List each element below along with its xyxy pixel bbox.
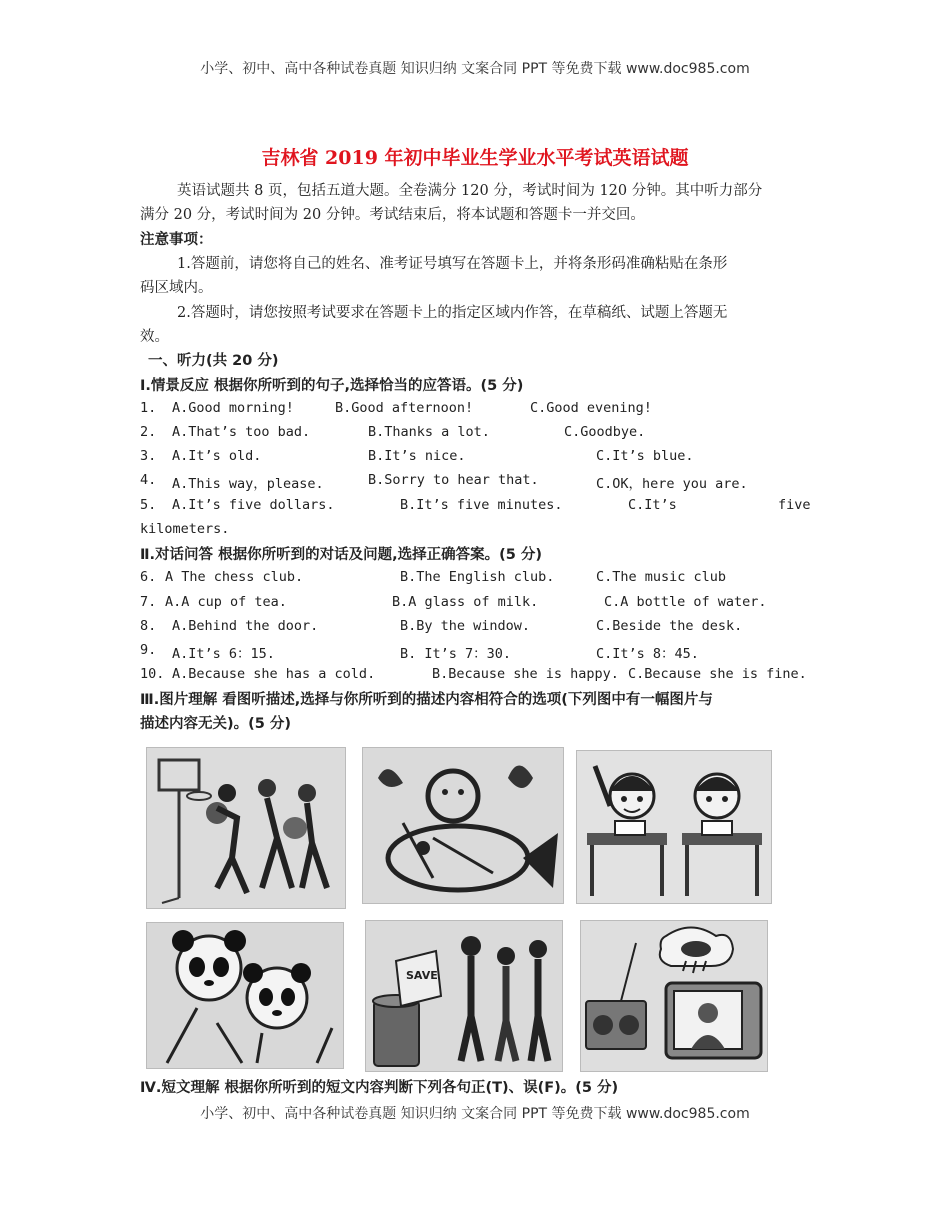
question-number: 8. bbox=[140, 618, 157, 634]
option-c: C.Because she is fine. bbox=[628, 666, 807, 682]
option-b: B.The English club. bbox=[400, 569, 555, 585]
picture-papercut-fish bbox=[362, 747, 564, 904]
option-b: B.Sorry to hear that. bbox=[368, 472, 539, 488]
page-footer: 小学、初中、高中各种试卷真题 知识归纳 文案合同 PPT 等免费下载 www.doc985.com bbox=[200, 1106, 750, 1122]
option-a: A.Behind the door. bbox=[172, 618, 319, 634]
question-number: 5. bbox=[140, 497, 157, 513]
option-c: C.Goodbye. bbox=[564, 424, 646, 440]
option-c: C.It’s bbox=[628, 497, 677, 513]
question-number: 7. bbox=[140, 594, 157, 610]
option-a: A The chess club. bbox=[165, 569, 304, 585]
question-number: 4. bbox=[140, 472, 157, 488]
option-c: C.OK，here you are. bbox=[596, 476, 748, 492]
option-c: C.Beside the desk. bbox=[596, 618, 743, 634]
part-2-heading: Ⅱ.对话问答 根据你所听到的对话及问题,选择正确答案。(5 分) bbox=[140, 547, 543, 563]
picture-classroom bbox=[576, 750, 772, 904]
question-10 bbox=[140, 666, 812, 688]
option-a: A.This way，please. bbox=[172, 476, 324, 492]
picture-basketball bbox=[146, 747, 346, 909]
option-b: B.Because she is happy. bbox=[432, 666, 619, 682]
option-c-tail: five bbox=[778, 497, 811, 513]
section-1-heading: 一、听力(共 20 分) bbox=[148, 353, 279, 369]
option-c: C.It’s 8：45. bbox=[596, 646, 699, 662]
option-c-wrap: kilometers. bbox=[140, 521, 230, 537]
intro-line-2: 满分 20 分，考试时间为 20 分钟。考试结束后，将本试题和答题卡一并交回。 bbox=[140, 207, 645, 223]
question-number: 2. bbox=[140, 424, 157, 440]
option-a: A.It’s five dollars. bbox=[172, 497, 335, 513]
option-c: C.It’s blue. bbox=[596, 448, 694, 464]
picture-pandas bbox=[146, 922, 344, 1069]
option-a: A.Good morning! bbox=[172, 400, 294, 416]
option-a: A.Because she has a cold. bbox=[172, 666, 376, 682]
question-7 bbox=[140, 594, 812, 616]
option-c: C.A bottle of water. bbox=[604, 594, 767, 610]
question-number: 6. bbox=[140, 569, 157, 585]
option-b: B.Good afternoon! bbox=[335, 400, 474, 416]
question-1 bbox=[140, 400, 812, 422]
part-4-heading: Ⅳ.短文理解 根据你所听到的短文内容判断下列各句正(T)、误(F)。(5 分) bbox=[140, 1080, 619, 1096]
option-a: A.It’s 6：15. bbox=[172, 646, 275, 662]
intro-line-1: 英语试题共 8 页，包括五道大题。全卷满分 120 分，考试时间为 120 分钟。其中听力部分 bbox=[177, 183, 763, 199]
notice-item-2-line-1: 2.答题时，请您按照考试要求在答题卡上的指定区域内作答，在草稿纸、试题上答题无 bbox=[177, 305, 728, 321]
option-a: A.That’s too bad. bbox=[172, 424, 311, 440]
notice-item-2-line-2: 效。 bbox=[140, 329, 169, 345]
option-a: A.A cup of tea. bbox=[165, 594, 287, 610]
question-number: 3. bbox=[140, 448, 157, 464]
option-b: B.It’s nice. bbox=[368, 448, 466, 464]
page-header: 小学、初中、高中各种试卷真题 知识归纳 文案合同 PPT 等免费下载 www.doc985.com bbox=[200, 61, 750, 77]
part-3-heading-line-1: Ⅲ.图片理解 看图听描述,选择与你所听到的描述内容相符合的选项(下列图中有一幅图片与 bbox=[140, 692, 713, 708]
question-3 bbox=[140, 448, 812, 470]
option-b: B.It’s five minutes. bbox=[400, 497, 563, 513]
question-2 bbox=[140, 424, 812, 446]
question-9 bbox=[140, 642, 812, 664]
picture-recycling bbox=[365, 920, 563, 1072]
question-number: 9. bbox=[140, 642, 157, 658]
notice-heading: 注意事项： bbox=[140, 232, 213, 248]
question-8 bbox=[140, 618, 812, 640]
page-title: 吉林省 2019 年初中毕业生学业水平考试英语试题 bbox=[261, 147, 689, 169]
question-number: 10. bbox=[140, 666, 165, 682]
option-c: C.Good evening! bbox=[530, 400, 652, 416]
question-6 bbox=[140, 569, 812, 591]
option-b: B.Thanks a lot. bbox=[368, 424, 490, 440]
picture-radio-tv bbox=[580, 920, 768, 1072]
notice-item-1-line-2: 码区域内。 bbox=[140, 280, 213, 296]
option-a: A.It’s old. bbox=[172, 448, 262, 464]
question-5-wrap bbox=[140, 521, 812, 543]
part-1-heading: Ⅰ.情景反应 根据你所听到的句子,选择恰当的应答语。(5 分) bbox=[140, 378, 524, 394]
option-b: B.A glass of milk. bbox=[392, 594, 539, 610]
part-3-heading-line-2: 描述内容无关)。(5 分) bbox=[140, 716, 292, 732]
option-b: B.By the window. bbox=[400, 618, 531, 634]
question-5 bbox=[140, 497, 812, 519]
save-label: SAVE bbox=[406, 969, 438, 982]
option-c: C.The music club bbox=[596, 569, 727, 585]
option-b: B. It’s 7：30. bbox=[400, 646, 512, 662]
question-4 bbox=[140, 472, 812, 494]
question-number: 1. bbox=[140, 400, 157, 416]
notice-item-1-line-1: 1.答题前，请您将自己的姓名、准考证号填写在答题卡上，并将条形码准确粘贴在条形 bbox=[177, 256, 728, 272]
